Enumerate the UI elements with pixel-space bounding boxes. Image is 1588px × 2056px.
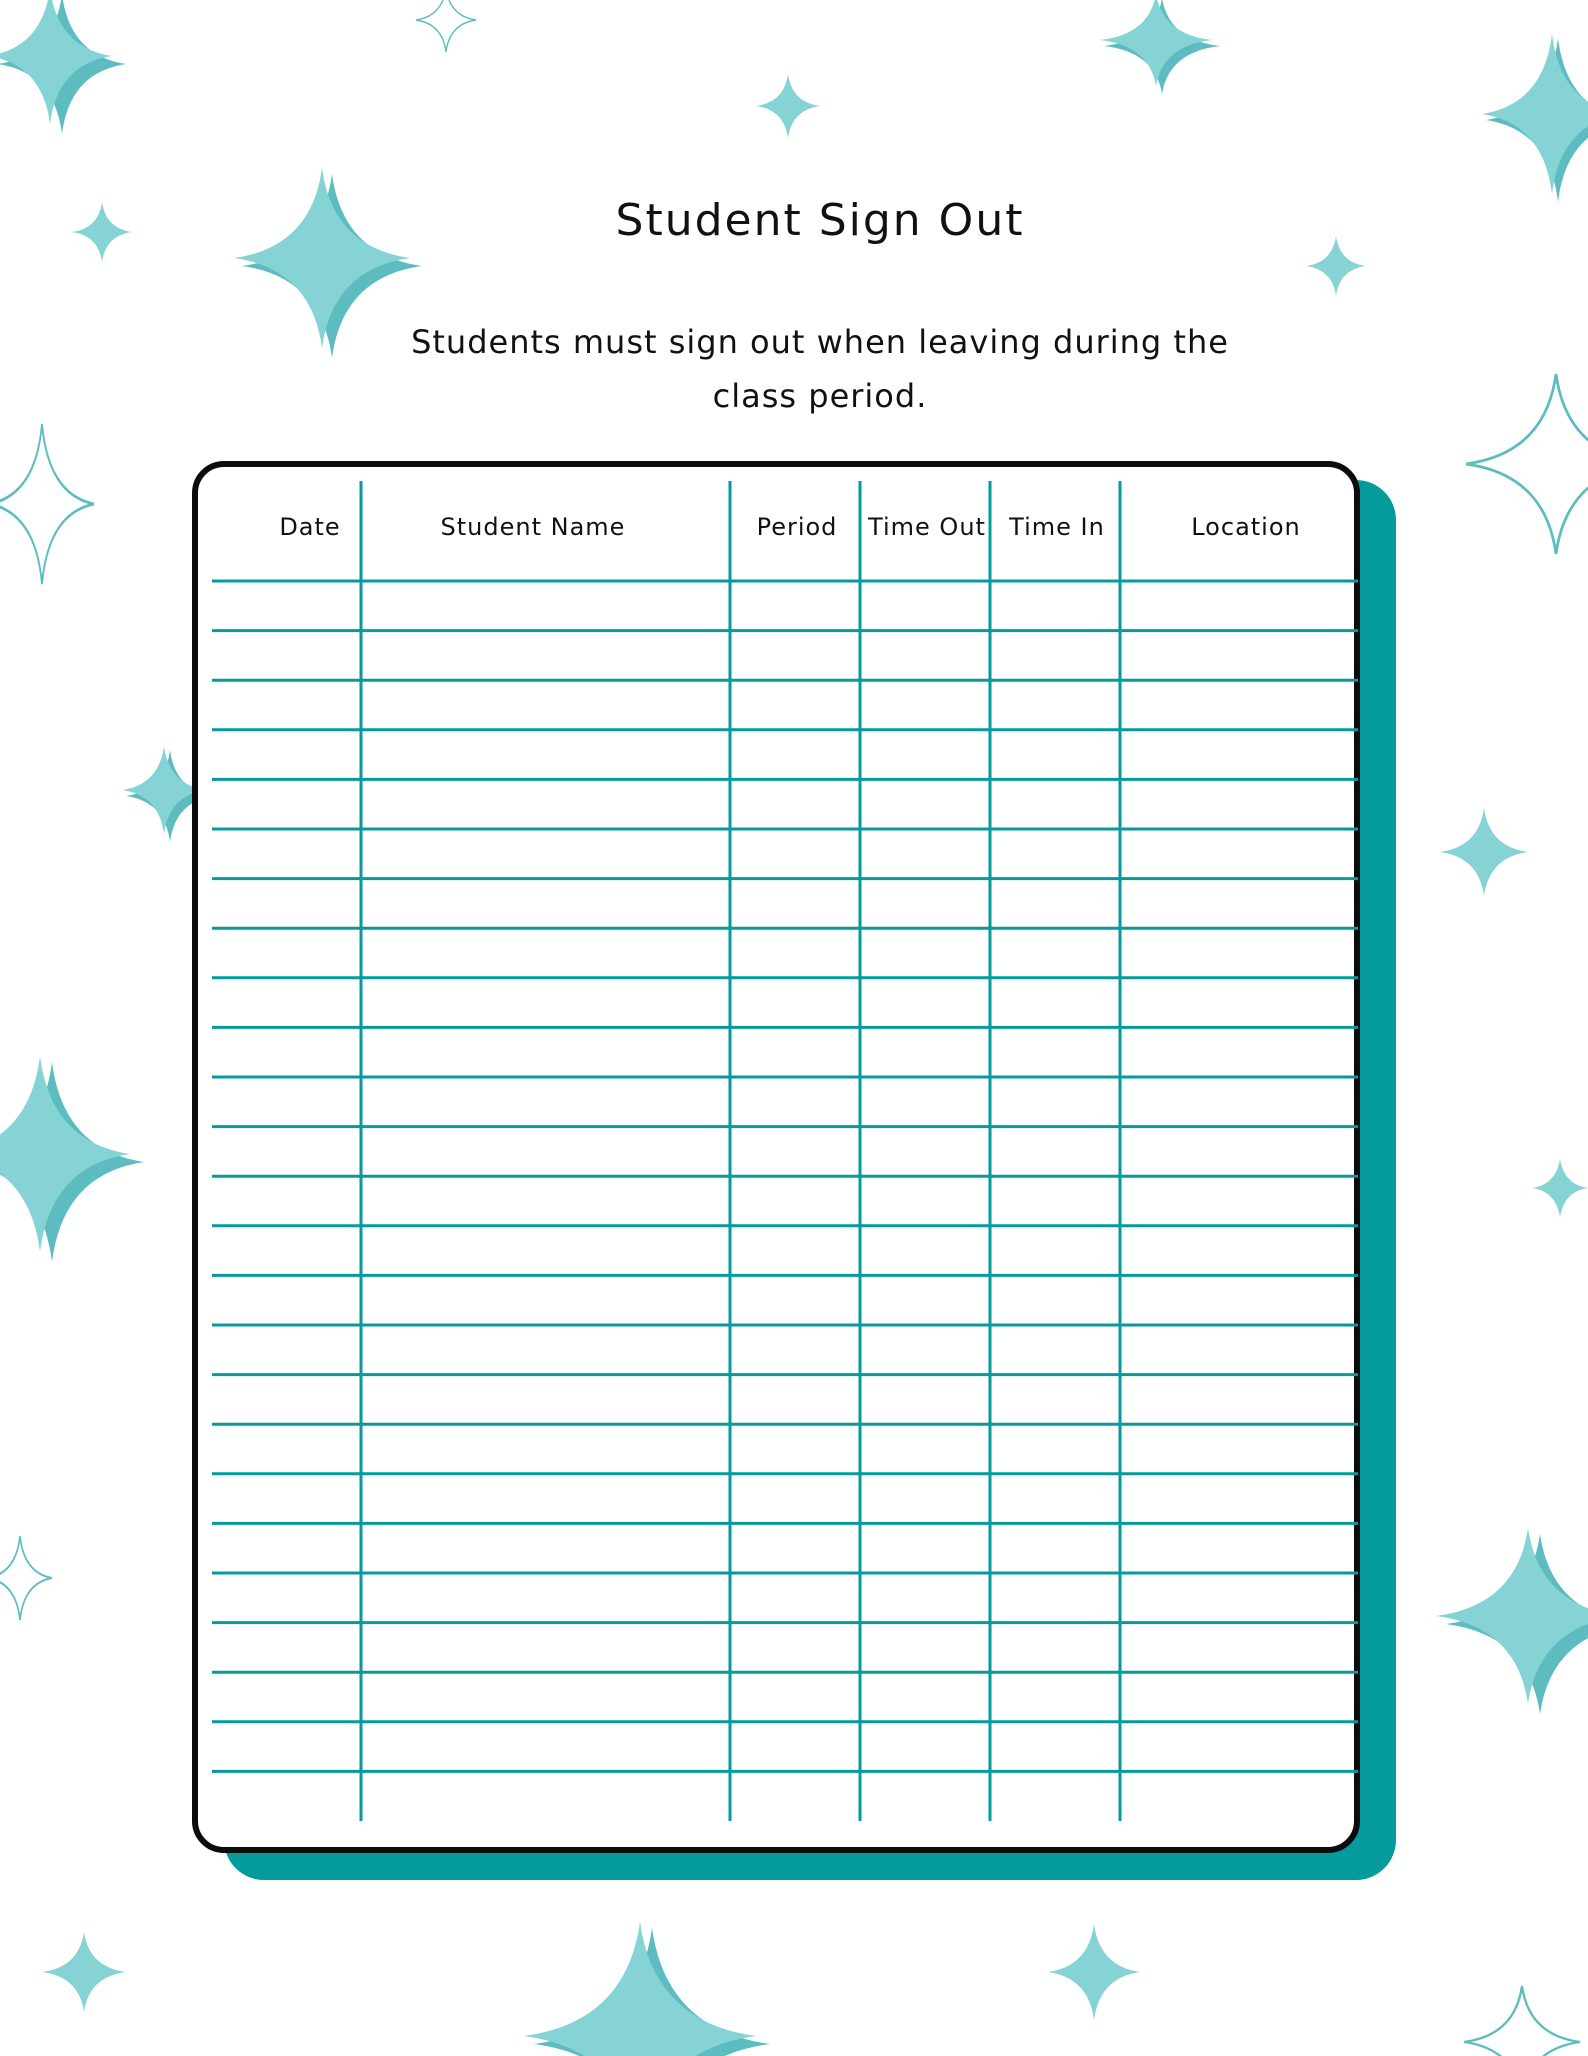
column-header-time-out: Time Out bbox=[868, 513, 986, 541]
sparkle-icon bbox=[1482, 34, 1588, 202]
sparkle-icon bbox=[0, 1056, 144, 1262]
sparkle-outline-icon bbox=[0, 1536, 52, 1620]
sparkle-icon bbox=[1048, 1924, 1140, 2020]
sparkle-outline-icon bbox=[0, 424, 94, 584]
sparkle-outline-icon bbox=[1466, 374, 1588, 554]
instructions-text: Students must sign out when leaving during the class period. bbox=[411, 323, 1229, 415]
page-title: Student Sign Out bbox=[615, 195, 1025, 246]
table-grid bbox=[212, 481, 1358, 1845]
sparkle-icon bbox=[1532, 1158, 1588, 1218]
column-header-period: Period bbox=[756, 513, 838, 541]
sparkle-outline-icon bbox=[1464, 1986, 1580, 2056]
sparkle-icon bbox=[756, 74, 820, 138]
column-header-date: Date bbox=[279, 513, 341, 541]
sparkle-icon bbox=[1440, 808, 1528, 896]
sparkle-icon bbox=[1100, 0, 1220, 94]
sparkle-icon bbox=[42, 1932, 126, 2012]
column-header-student-name: Student Name bbox=[440, 513, 626, 541]
sparkle-outline-icon bbox=[416, 0, 476, 52]
column-header-location: Location bbox=[1191, 513, 1301, 541]
column-header-time-in: Time In bbox=[1009, 513, 1105, 541]
sparkle-icon bbox=[0, 0, 126, 134]
sign-out-table bbox=[192, 461, 1360, 1853]
sparkle-icon bbox=[1436, 1528, 1588, 1714]
sparkle-icon bbox=[524, 1922, 770, 2056]
